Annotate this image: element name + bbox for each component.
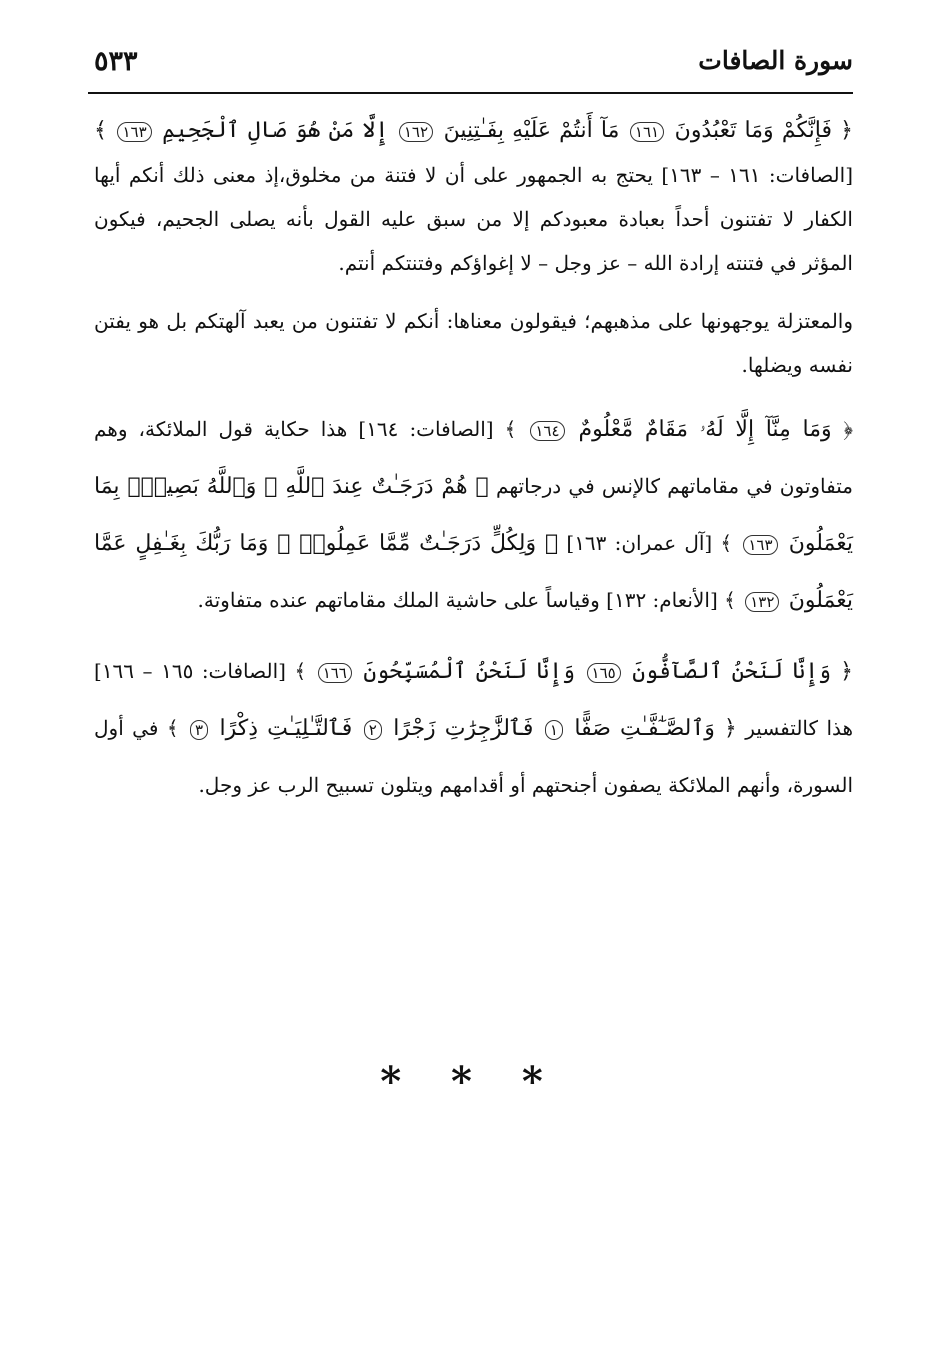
quran-verse: فَٱلزَّٰجِرَٰتِ زَجْرًا: [393, 716, 534, 741]
page-header: [88, 40, 853, 94]
ayah-number-mark: ١٦٣: [117, 122, 151, 142]
quran-verse: ﴿ وَلِكُلٍّ دَرَجَـٰتٌ مِّمَّا عَمِلُوا۟ ۚ وَمَا رَبُّكَ بِغَـٰفِلٍ عَمَّا يَعْمَلُونَ: [94, 531, 853, 613]
ayah-number-mark: ١: [545, 720, 563, 740]
verse-bracket: ﴾: [94, 118, 107, 143]
ayah-number-mark: ١٣٢: [745, 592, 779, 612]
quran-verse: فَٱلتَّـٰلِيَـٰتِ ذِكْرًا: [219, 716, 353, 741]
commentary-text: ﴾ في أول السورة، وأنهم الملائكة يصفون أجنحتهم أو أقدامهم ويتلون تسبيح الرب عز وجل.: [94, 716, 853, 797]
page-number: ٥٣٣: [94, 46, 138, 77]
ayah-number-mark: ١٦٦: [318, 663, 352, 683]
quran-verse: مَآ أَنتُمْ عَلَيْهِ بِفَـٰتِنِينَ: [443, 118, 620, 143]
ayah-number-mark: ٣: [190, 720, 208, 740]
paragraph-4: [94, 643, 853, 813]
commentary-text: ﴾ [الصافات: ١٦٤] هذا حكاية قول الملائكة، وهم متفاوتون في مقاماتهم كالإنس في درجاتهم: [94, 417, 854, 498]
commentary-text: ﴾ [الصافات: ١٦٥ – ١٦٦] هذا كالتفسير: [94, 659, 854, 740]
commentary-text: [الصافات: ١٦١ – ١٦٣] يحتج به الجمهور على أن لا فتنة من مخلوق،إذ معنى ذلك أنكم أيها الكفار لا تفتنون أحداً بعبادة معبودكم إلا من سبق عليه القول بأنه يصلى الجحيم، فيكون المؤثر في فتنته إرادة الله – عز وجل – لا إغواؤكم وفتنتكم أنتم.: [94, 163, 854, 275]
ayah-number-mark: ١٦٢: [399, 122, 433, 142]
quran-verse: ﴿ وَٱلصَّـٰٓفَّـٰتِ صَفًّا: [574, 716, 737, 741]
section-separator-stars: * * *: [380, 1058, 561, 1105]
surah-title: سورة الصافات: [698, 46, 853, 75]
page-body: [94, 108, 853, 827]
quran-verse: وَإِنَّا لَنَحْنُ ٱلْمُسَبِّحُونَ: [363, 659, 576, 684]
quran-verse: ﴿ وَإِنَّا لَنَحْنُ ٱلصَّآفُّونَ: [632, 659, 854, 684]
ayah-number-mark: ١٦١: [630, 122, 664, 142]
ayah-number-mark: ١٦٤: [530, 421, 564, 441]
paragraph-3: [94, 401, 853, 629]
quran-verse: ﴿ وَمَا مِنَّآ إِلَّا لَهُۥ مَقَامٌ مَّعْلُومٌ: [578, 417, 854, 442]
commentary-text: والمعتزلة يوجهونها على مذهبهم؛ فيقولون معناها: أنكم لا تفتنون من يعبد آلهتكم بل هو يفتن نفسه ويضلها.: [94, 309, 853, 377]
quran-verse: إِلَّا مَنْ هُوَ صَالِ ٱلْجَحِيمِ: [162, 118, 389, 143]
ayah-number-mark: ١٦٣: [743, 535, 777, 555]
ayah-number-mark: ١٦٥: [587, 663, 621, 683]
paragraph-2: [94, 299, 853, 387]
quran-verse: ﴿ فَإِنَّكُمْ وَمَا تَعْبُدُونَ: [674, 118, 854, 143]
commentary-text: ﴾ [آل عمران: ١٦٣]: [566, 531, 733, 555]
ayah-number-mark: ٢: [364, 720, 382, 740]
commentary-text: ﴾ [الأنعام: ١٣٢] وقياساً على حاشية الملك مقاماتهم عنده متفاوتة.: [197, 588, 736, 612]
paragraph-1: [94, 108, 853, 285]
quran-verse: ﴿ هُمْ دَرَجَـٰتٌ عِندَ ٱللَّهِ ۗ وَٱللَّهُ بَصِيرٌۢ بِمَا يَعْمَلُونَ: [94, 474, 853, 556]
